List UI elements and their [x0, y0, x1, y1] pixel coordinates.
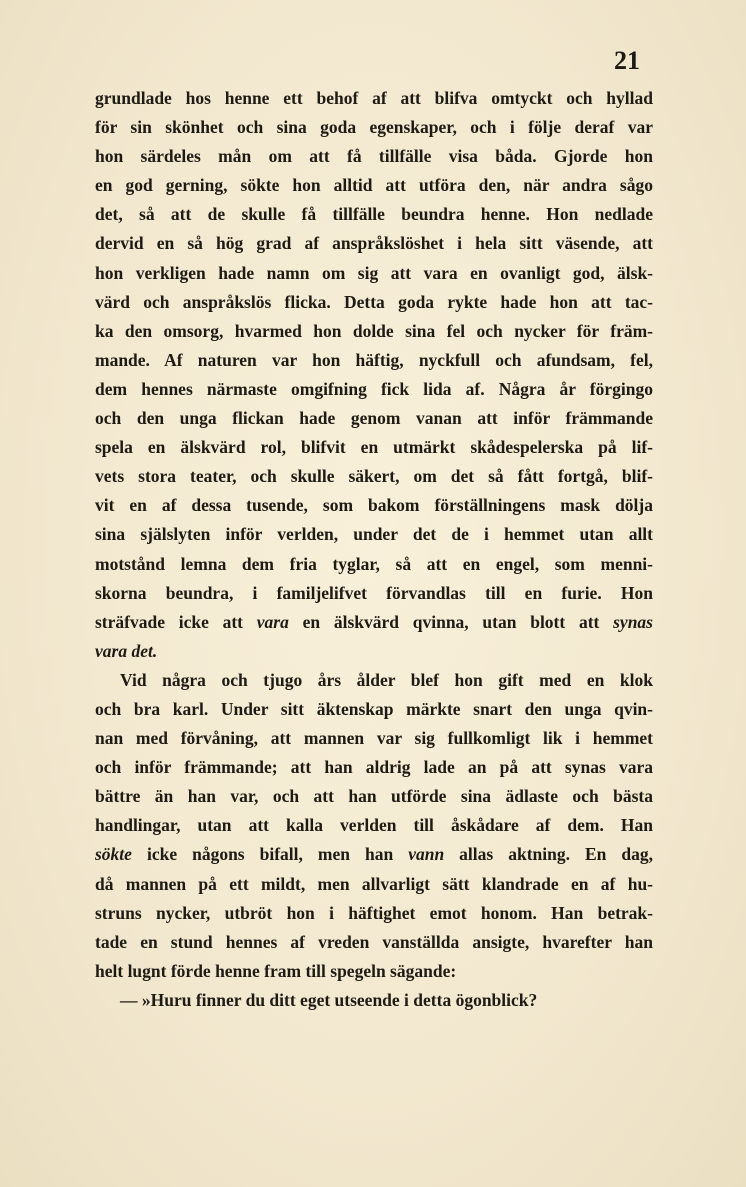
text-line: [95, 491, 653, 520]
text-segment: hon särdeles mån om att få tillfälle visa båda. Gjorde hon: [95, 146, 653, 167]
text-segment: dem hennes närmaste omgifning fick lida af. Några år förgingo: [95, 378, 653, 399]
text-segment: sträfvade icke att: [95, 611, 257, 632]
text-line: [95, 870, 653, 899]
text-segment: helt lugnt förde henne fram till spegeln sägande:: [95, 960, 457, 981]
text-line: [95, 171, 653, 200]
text-line: [95, 928, 653, 957]
text-segment: sina själslyten inför verlden, under det de i hemmet utan allt: [95, 524, 653, 545]
text-segment: spela en älskvärd rol, blifvit en utmärkt skådespelerska på lif-: [95, 437, 653, 458]
text-segment: tade en stund hennes af vreden vanställda ansigte, hvarefter han: [95, 931, 653, 952]
text-line: [95, 986, 653, 1015]
text-line: [95, 753, 653, 782]
text-line: [95, 113, 653, 142]
text-line: [95, 288, 653, 317]
text-segment: för sin skönhet och sina goda egenskaper, och i följe deraf var: [95, 117, 653, 138]
text-segment: skorna beundra, i familjelifvet förvandlas till en furie. Hon: [95, 582, 653, 603]
text-segment: vit en af dessa tusende, som bakom förställningens mask dölja: [95, 495, 653, 516]
text-segment: en god gerning, sökte hon alltid att utföra den, när andra sågo: [95, 175, 653, 196]
italic-text: vara det.: [95, 640, 158, 661]
text-line: [95, 608, 653, 637]
text-segment: grundlade hos henne ett behof af att blifva omtyckt och hyllad: [95, 88, 653, 108]
text-line: [95, 433, 653, 462]
text-line: [95, 637, 653, 666]
text-line: [95, 811, 653, 840]
italic-text: synas: [613, 611, 653, 632]
text-line: [95, 666, 653, 695]
text-line: [95, 899, 653, 928]
text-segment: nan med förvåning, att mannen var sig fullkomligt lik i hemmet: [95, 728, 653, 749]
text-segment: handlingar, utan att kalla verlden till åskådare af dem. Han: [95, 815, 653, 836]
text-segment: bättre än han var, och att han utförde sina ädlaste och bästa: [95, 786, 653, 807]
text-line: [95, 782, 653, 811]
text-line: [95, 404, 653, 433]
text-line: [95, 462, 653, 491]
text-line: [95, 724, 653, 753]
italic-text: vann: [408, 844, 445, 865]
text-segment: och inför främmande; att han aldrig lade an på att synas vara: [95, 757, 653, 778]
text-segment: hon verkligen hade namn om sig att vara en ovanligt god, älsk-: [95, 262, 653, 283]
text-line: [95, 579, 653, 608]
text-segment: Vid några och tjugo års ålder blef hon gift med en klok: [120, 669, 653, 690]
text-line: [95, 200, 653, 229]
text-line: [95, 229, 653, 258]
text-line: [95, 346, 653, 375]
text-line: [95, 520, 653, 549]
text-segment: en älskvärd qvinna, utan blott att: [288, 611, 614, 632]
text-line: [95, 840, 653, 869]
text-segment: mande. Af naturen var hon häftig, nyckfull och afundsam, fel,: [95, 349, 653, 370]
text-segment: icke någons bifall, men han: [131, 844, 409, 865]
text-line: [95, 84, 653, 113]
italic-text: vara: [256, 611, 289, 632]
page-number: 21: [614, 46, 640, 75]
text-segment: värd och anspråkslös flicka. Detta goda rykte hade hon att tac-: [95, 291, 653, 312]
text-line: [95, 142, 653, 171]
text-line: [95, 550, 653, 579]
text-line: [95, 317, 653, 346]
body-text: [95, 84, 653, 1015]
text-line: [95, 375, 653, 404]
text-segment: dervid en så hög grad af anspråkslöshet i hela sitt väsende, att: [95, 233, 653, 254]
text-segment: — »Huru finner du ditt eget utseende i detta ögonblick?: [120, 989, 538, 1010]
text-segment: struns nycker, utbröt hon i häftighet emot honom. Han betrak-: [95, 902, 653, 923]
text-segment: motstånd lemna dem fria tyglar, så att en engel, som menni-: [95, 553, 653, 574]
text-segment: då mannen på ett mildt, men allvarligt sätt klandrade en af hu-: [95, 873, 653, 894]
text-line: [95, 695, 653, 724]
text-segment: vets stora teater, och skulle säkert, om det så fått fortgå, blif-: [95, 466, 653, 487]
text-segment: det, så att de skulle få tillfälle beundra henne. Hon nedlade: [95, 204, 653, 225]
text-line: [95, 259, 653, 288]
italic-text: sökte: [95, 844, 132, 865]
text-segment: och bra karl. Under sitt äktenskap märkte snart den unga qvin-: [95, 698, 653, 719]
text-segment: ka den omsorg, hvarmed hon dolde sina fel och nycker för främ-: [95, 320, 653, 341]
text-segment: och den unga flickan hade genom vanan att inför främmande: [95, 408, 653, 429]
text-line: [95, 957, 653, 986]
text-segment: allas aktning. En dag,: [444, 844, 653, 865]
